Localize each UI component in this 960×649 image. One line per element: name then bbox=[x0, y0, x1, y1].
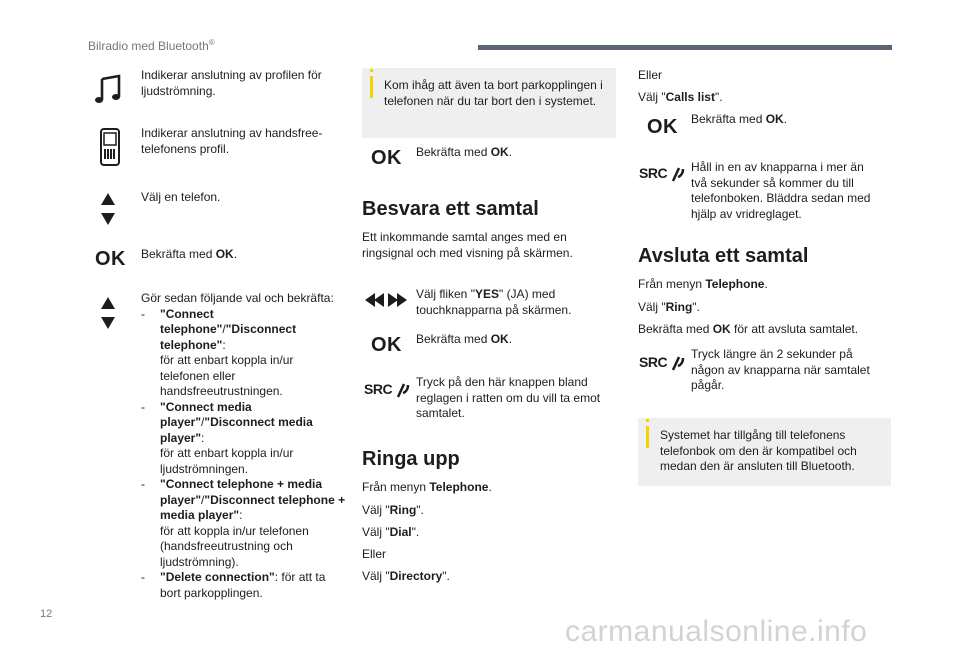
heading-answer-call: Besvara ett samtal bbox=[362, 198, 539, 220]
confirm-ok-text: Bekräfta med OK. bbox=[691, 112, 788, 126]
list-item: - "Delete connection": för att ta bort parkopplingen. bbox=[141, 570, 326, 600]
confirm-ok-text: Bekräfta med OK. bbox=[141, 247, 238, 261]
note-text: Systemet har tillgång till telefonens telefonbok om den är kompatibel och medan den är ansluten till Bluetooth. bbox=[660, 428, 857, 473]
connection-option-list bbox=[141, 307, 346, 602]
registered-mark: ® bbox=[208, 38, 215, 47]
list-item: - "Connect telephone + media player"/"Disconnect telephone + media player": för att koppla in/ur telefonen (handsfreeutrustning och ljudströmning). bbox=[141, 477, 346, 569]
or-text: Eller bbox=[638, 68, 663, 82]
confirm-ok-text: Bekräfta med OK. bbox=[416, 145, 513, 159]
info-icon-dot bbox=[646, 419, 649, 422]
ok-button-icon: OK bbox=[647, 116, 678, 138]
ok-button-icon: OK bbox=[371, 334, 402, 356]
info-note bbox=[638, 418, 891, 486]
connection-options bbox=[141, 291, 346, 601]
section-title: Bilradio med Bluetooth bbox=[88, 39, 209, 53]
up-down-arrows-icon bbox=[100, 296, 116, 330]
menu-telephone-text: Från menyn Telephone. bbox=[362, 480, 492, 494]
info-icon bbox=[646, 426, 649, 448]
mobile-phone-icon bbox=[99, 127, 121, 167]
press-longer-text: Tryck längre än 2 sekunder på någon av knapparna när samtalet pågår. bbox=[691, 347, 870, 392]
streaming-profile-text: Indikerar anslutning av profilen för ljudströmning. bbox=[141, 68, 322, 98]
src-phone-button-icon: SRC bbox=[639, 354, 685, 374]
up-down-arrows-icon bbox=[100, 192, 116, 226]
select-calls-list-text: Välj "Calls list". bbox=[638, 90, 723, 104]
src-phone-button-icon: SRC bbox=[639, 165, 685, 185]
left-right-arrows-icon bbox=[364, 292, 408, 308]
section-header bbox=[88, 38, 215, 53]
phone-handset-icon bbox=[671, 165, 685, 183]
list-item: - "Connect telephone"/"Disconnect telephone": för att enbart koppla in/ur telefonen eller handsfreeutrustningen. bbox=[141, 306, 297, 398]
note-text: Kom ihåg att även ta bort parkopplingen i telefonen när du tar bort den i systemet. bbox=[384, 78, 603, 108]
select-ring-text: Välj "Ring". bbox=[362, 503, 424, 517]
select-dial-text: Välj "Dial". bbox=[362, 525, 420, 539]
end-call-confirm-text: Bekräfta med OK för att avsluta samtalet. bbox=[638, 322, 859, 336]
music-note-icon bbox=[93, 73, 125, 105]
phone-handset-icon bbox=[396, 381, 410, 399]
select-directory-text: Välj "Directory". bbox=[362, 569, 450, 583]
header-bar bbox=[478, 45, 892, 50]
info-icon bbox=[370, 76, 373, 98]
answer-intro: Ett inkommande samtal anges med en ringsignal och med visning på skärmen. bbox=[362, 230, 573, 260]
menu-telephone-text: Från menyn Telephone. bbox=[638, 277, 768, 291]
heading-end-call: Avsluta ett samtal bbox=[638, 245, 809, 267]
hold-phonebook-text: Håll in en av knapparna i mer än två sekunder så kommer du till telefonboken. Bläddra sedan med hjälp av vridreglaget. bbox=[691, 160, 871, 221]
press-to-answer-text: Tryck på den här knappen bland reglagen i ratten om du vill ta emot samtalet. bbox=[416, 375, 601, 420]
info-note bbox=[362, 68, 616, 138]
select-ring-text: Välj "Ring". bbox=[638, 300, 700, 314]
choose-intro: Gör sedan följande val och bekräfta: bbox=[141, 291, 334, 305]
watermark: carmanualsonline.info bbox=[565, 615, 868, 648]
select-yes-text: Välj fliken "YES" (JA) med touchknapparna på skärmen. bbox=[416, 287, 572, 317]
src-phone-button-icon: SRC bbox=[364, 381, 410, 401]
or-text: Eller bbox=[362, 547, 387, 561]
select-phone-text: Välj en telefon. bbox=[141, 190, 221, 204]
list-item: - "Connect media player"/"Disconnect media player": för att enbart koppla in/ur ljudströmningen. bbox=[141, 399, 313, 476]
ok-button-icon: OK bbox=[371, 147, 402, 169]
handsfree-profile-text: Indikerar anslutning av handsfree-telefonens profil. bbox=[141, 126, 323, 156]
confirm-ok-text: Bekräfta med OK. bbox=[416, 332, 513, 346]
info-icon-dot bbox=[370, 69, 373, 72]
page-number: 12 bbox=[40, 608, 53, 620]
phone-handset-icon bbox=[671, 354, 685, 372]
ok-button-icon: OK bbox=[95, 248, 126, 270]
heading-place-call: Ringa upp bbox=[362, 448, 460, 470]
